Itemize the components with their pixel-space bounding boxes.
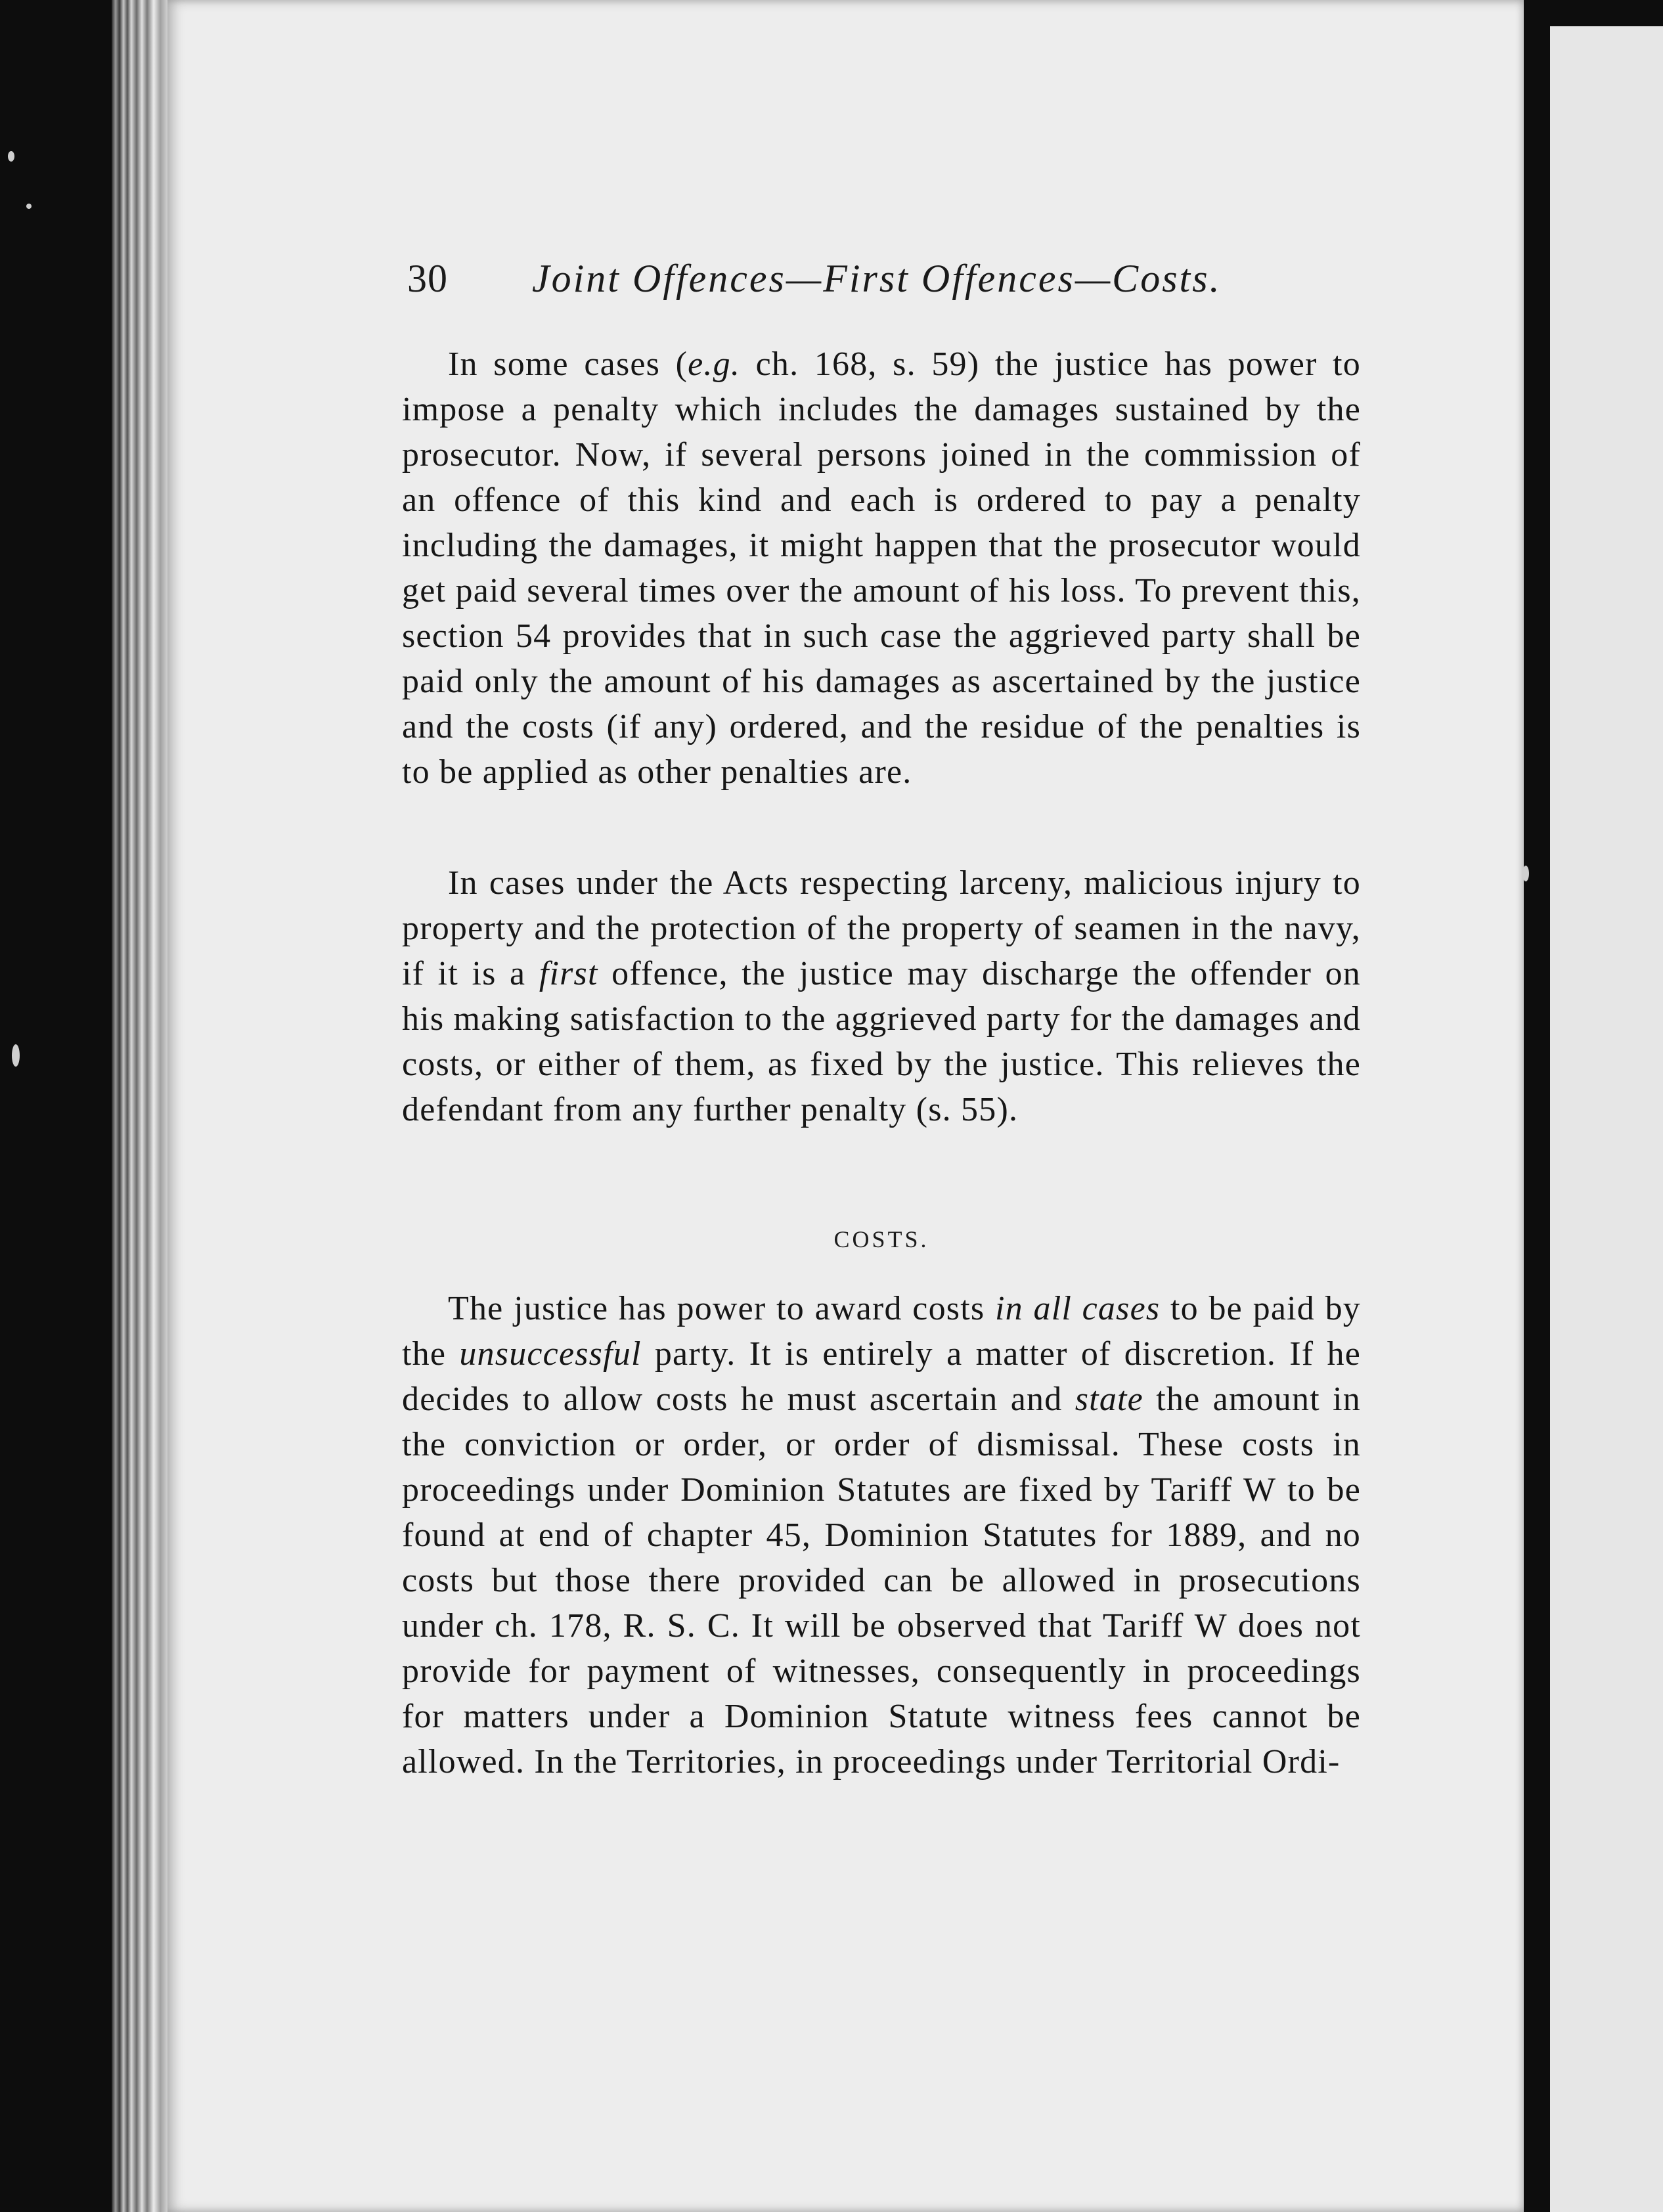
text-segment: The justice has power to award costs [448,1290,995,1327]
book-binding-edge [112,0,171,2212]
italic-segment: first [539,955,598,992]
paragraph-first-offences [402,860,1361,1132]
text-segment: In some cases ( [448,345,688,383]
italic-segment: in all cases [994,1290,1161,1327]
italic-segment: unsuccessful [459,1335,642,1373]
italic-segment: state [1075,1381,1143,1418]
scan-speck [8,151,14,162]
section-heading-costs: COSTS. [833,1226,929,1252]
scan-speck [26,204,32,209]
facing-page-edge [1550,26,1663,2212]
text-segment: to be paid by the [402,1290,1362,1373]
text-segment: In cases under the Acts respecting larceny, malicious injury to property and the protection of the property of seamen in the navy, if it is a [402,864,1361,992]
paragraph-joint-offences [402,342,1361,795]
text-segment: the amount in the conviction or order, or order of dismissal. These costs in proceedings under Dominion Statutes are fixed by Tariff W to be found at end of chapter 45, Dominion Statutes for 1889, and no costs but those there provided can be allowed in prosecutions under ch. 178, R. S. C. It will be observed that Tariff W does not provide for payment of witnesses, consequently in proceedings for matters under a Dominion Statute witness fees cannot be allowed. In the Territories, in proceedings under Territorial Ordi- [402,1381,1361,1781]
text-segment: offence, the justice may discharge the offender on his making satisfaction to the aggrieved party for the damages and costs, or either of them, as fixed by the justice. This relieves the defendant from any further penalty (s. 55). [402,955,1361,1128]
scan-speck [12,1044,20,1067]
italic-segment: e.g. [688,345,741,383]
paragraph-costs [402,1286,1361,1784]
scan-speck [1522,866,1529,881]
text-segment: ch. 168, s. 59) the justice has power to impose a penalty which includes the damages sustained by the prosecutor. Now, if several persons joined in the commission of an offence of this kind and each is ordered to pay a penalty including the damages, it might happen that the prosecutor would get paid several times over the amount of his loss. To prevent this, section 54 provides that in such case the aggrieved party shall be paid only the amount of his damages as ascertained by the justice and the costs (if any) ordered, and the residue of the penalties is to be applied as other penalties are. [402,345,1361,791]
page-number: 30 [407,257,448,300]
running-title: Joint Offences—First Offences—Costs. [532,257,1222,300]
running-head [407,256,1268,322]
text-segment: party. It is entirely a matter of discretion. If he decides to allow costs he must ascertain and [402,1335,1361,1418]
